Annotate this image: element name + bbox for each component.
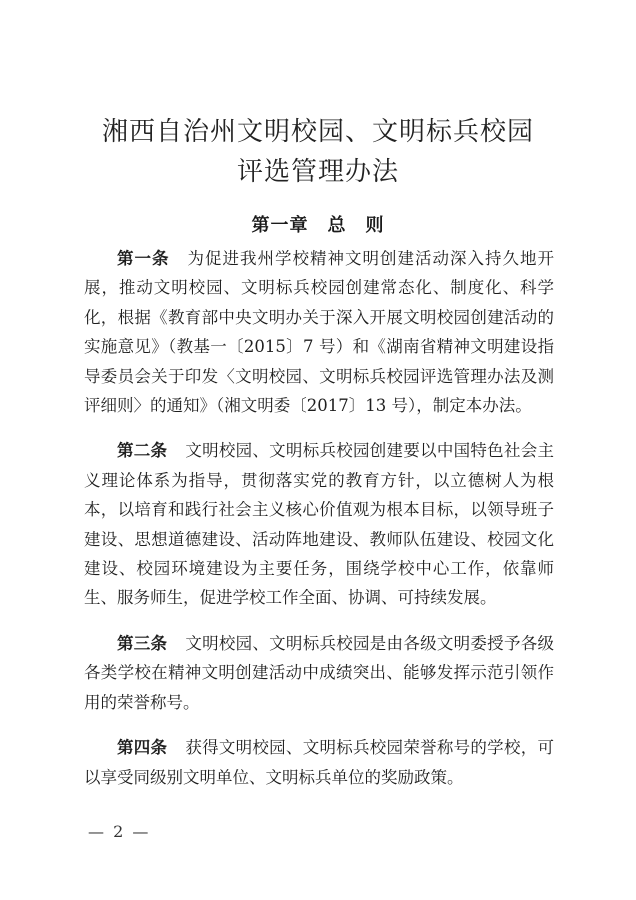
article-3-heading: 第三条 [117, 633, 168, 653]
article-4 [84, 733, 554, 792]
article-1-heading: 第一条 [117, 249, 170, 268]
article-2-text: 文明校园、文明标兵校园创建要以中国特色社会主义理论体系为指导，贯彻落实党的教育方针，以立德树人为根本，以培育和践行社会主义核心价值观为根本目标，以领导班子建设、思想道德建设、活动阵地建设、教师队伍建设、校园文化建设、校园环境建设为主要任务，围绕学校中心工作，依靠师生、服务师生，促进学校工作全面、协调、可持续发展。 [84, 441, 554, 608]
article-2 [84, 436, 554, 612]
document-title-line-1: 湘西自治州文明校园、文明标兵校园 [101, 117, 534, 147]
articles-body [84, 244, 554, 808]
chapter-heading: 第一章 总 则 [251, 215, 385, 236]
article-1 [84, 244, 554, 420]
article-1-text: 为促进我州学校精神文明创建活动深入持久地开展，推动文明校园、文明标兵校园创建常态化、制度化、科学化，根据《教育部中央文明办关于深入开展文明校园创建活动的实施意见》（教基一〔2015〕7 号）和《湖南省精神文明建设指导委员会关于印发〈文明校园、文明标兵校园评选管理办法及测评细则〉的通知》（湘文明委〔2017〕13 号），制定本办法。 [84, 249, 554, 416]
article-3-text: 文明校园、文明标兵校园是由各级文明委授予各级各类学校在精神文明创建活动中成绩突出、能够发挥示范引领作用的荣誉称号。 [84, 633, 554, 712]
page-number: — 2 — [88, 822, 151, 841]
article-4-text: 获得文明校园、文明标兵校园荣誉称号的学校，可以享受同级别文明单位、文明标兵单位的奖励政策。 [84, 738, 554, 787]
article-4-heading: 第四条 [117, 738, 168, 758]
article-3 [84, 629, 554, 717]
article-2-heading: 第二条 [117, 441, 168, 461]
document-title-line-2: 评选管理办法 [236, 157, 399, 187]
